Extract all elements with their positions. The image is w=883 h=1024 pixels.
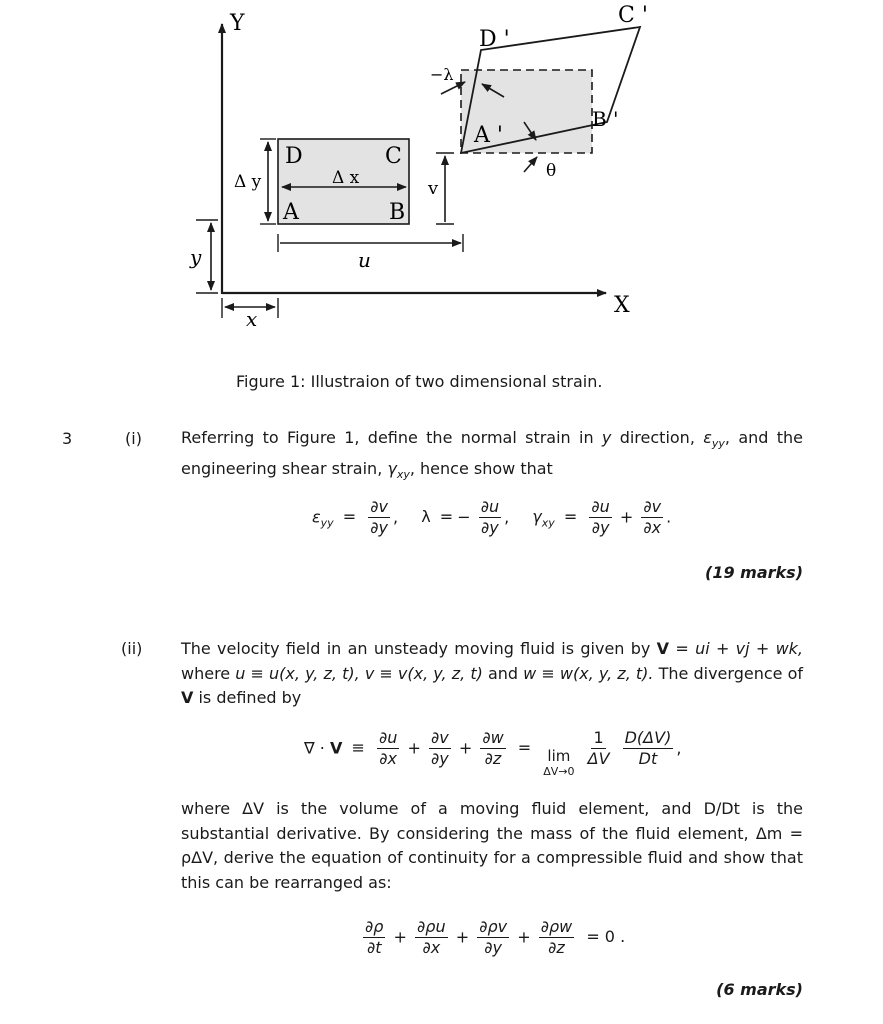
label-C: C <box>385 144 402 169</box>
label-A: A <box>283 200 299 225</box>
strain-equations: $\varepsilon_{yy}$ = $\frac{\partial v}{\partial y}$ , λ = − $\frac{\partial u}{\partial y}$ , $\gamma_{xy}$ = $\frac{\partial u}{\partial y}$ + $\frac{\partial v}{\partial x}$ . <box>312 497 672 538</box>
part-ii-marks: (6 marks) <box>716 980 803 999</box>
label-theta: θ <box>546 161 557 181</box>
label-u: u <box>358 248 371 272</box>
divergence-equation: ∇ · V ≡ $\frac{\partial u}{\partial x}$ + $\frac{\partial v}{\partial y}$ + $\frac{\partial w}{\partial z}$ = lim ΔV→0 $\frac{1}{\Delta V}$ $\frac{D(\Delta V)}{Dt}$ , <box>304 728 682 778</box>
y-axis-label: Y <box>230 11 245 36</box>
label-x: x <box>246 307 258 331</box>
label-Dp: D ' <box>479 27 510 52</box>
label-Ap: A ' <box>474 123 503 148</box>
label-dx: Δ x <box>332 168 360 188</box>
continuity-equation: $\frac{\partial\rho}{\partial t}$ + $\frac{\partial\rho u}{\partial x}$ + $\frac{\partial\rho v}{\partial y}$ + $\frac{\partial\rho w}{\partial z}$ = 0 . <box>365 917 626 958</box>
figure-caption: Figure 1: Illustraion of two dimensional strain. <box>236 372 603 391</box>
label-D: D <box>285 144 303 169</box>
label-neg-lambda: −λ <box>430 65 454 84</box>
label-dy: Δ y <box>234 172 262 192</box>
x-axis-label: X <box>614 293 630 318</box>
label-v: v <box>428 178 439 199</box>
label-Bp: B ' <box>592 107 619 131</box>
label-B: B <box>389 200 406 225</box>
part-i-marks: (19 marks) <box>705 563 803 582</box>
part-ii-text-2: where ΔV is the volume of a moving fluid element, and D/Dt is the substantial derivative. By considering the mass of the fluid element, Δm = ρΔV, derive the equation of continuity for a compressible fluid and show that this can be rearranged as: <box>181 799 803 892</box>
part-i-text: Referring to Figure 1, define the normal strain in y direction, $\varepsilon_{yy}$, and the engineering shear strain, $\gamma_{xy}$, hence show that <box>181 428 804 481</box>
part-i-label: (i) <box>125 429 142 448</box>
part-ii-text: The velocity field in an unsteady moving fluid is given by V = ui + vj + wk, where u ≡ u(x, y, z, t), v ≡ v(x, y, z, t) and w ≡ w(x, y, z, t). The divergence of V is defined by <box>181 639 804 707</box>
label-Cp: C ' <box>618 3 648 28</box>
question-number: 3 <box>62 429 73 448</box>
part-ii-label: (ii) <box>121 639 143 658</box>
label-y: y <box>190 245 202 269</box>
strain-figure <box>0 0 883 360</box>
